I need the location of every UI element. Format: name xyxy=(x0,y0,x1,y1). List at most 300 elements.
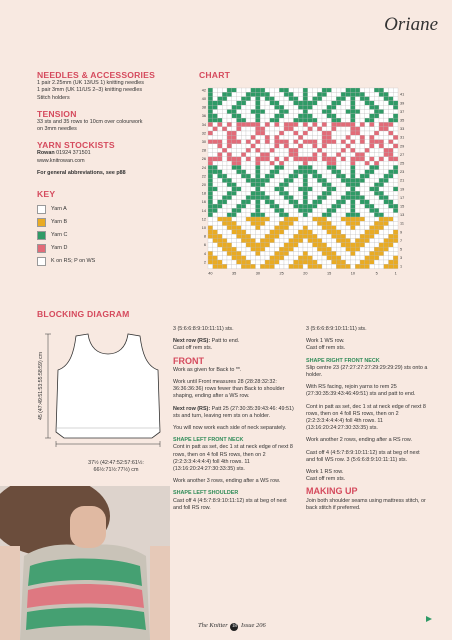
chart-cell xyxy=(284,157,289,161)
chart-cell xyxy=(232,157,237,161)
chart-cell xyxy=(360,161,365,165)
chart-cell xyxy=(241,118,246,122)
chart-cell xyxy=(360,135,365,139)
chart-cell xyxy=(332,157,337,161)
chart-cell xyxy=(355,221,360,225)
chart-cell xyxy=(336,157,341,161)
chart-cell xyxy=(246,221,251,225)
chart-cell xyxy=(355,243,360,247)
chart-cell xyxy=(256,122,261,126)
chart-cell xyxy=(322,230,327,234)
chart-cell xyxy=(256,213,261,217)
chart-cell xyxy=(332,239,337,243)
chart-cell xyxy=(237,105,242,109)
chart-cell xyxy=(246,200,251,204)
chart-cell xyxy=(336,105,341,109)
chart-cell xyxy=(213,148,218,152)
chart-cell xyxy=(213,204,218,208)
chart-cell xyxy=(284,131,289,135)
chart-cell xyxy=(374,144,379,148)
chart-cell xyxy=(213,118,218,122)
chart-cell xyxy=(256,251,261,255)
chart-cell xyxy=(351,140,356,144)
chart-cell xyxy=(355,127,360,131)
chart-cell xyxy=(251,157,256,161)
chart-cell xyxy=(313,105,318,109)
chart-cell xyxy=(322,251,327,255)
chart-cell xyxy=(270,264,275,268)
chart-cell xyxy=(284,161,289,165)
chart-cell xyxy=(313,264,318,268)
chart-cell xyxy=(308,157,313,161)
chart-cell xyxy=(346,170,351,174)
chart-cell xyxy=(251,148,256,152)
chart-cell xyxy=(227,114,232,118)
chart-cell xyxy=(275,183,280,187)
chart-cell xyxy=(374,157,379,161)
chart-cell xyxy=(294,135,299,139)
chart-cell xyxy=(275,208,280,212)
chart-cell xyxy=(294,101,299,105)
chart-cell xyxy=(346,165,351,169)
chart-cell xyxy=(222,183,227,187)
chart-cell xyxy=(265,200,270,204)
instruction: Patt 25 (27:30:35:39:43:46: 49:51) sts and turn, leaving rem sts on a holder. xyxy=(173,405,294,419)
chart-cell xyxy=(241,239,246,243)
chart-cell xyxy=(355,174,360,178)
chart-cell xyxy=(246,122,251,126)
chart-cell xyxy=(313,234,318,238)
chart-cell xyxy=(289,243,294,247)
chart-cell xyxy=(327,230,332,234)
chart-cell xyxy=(246,239,251,243)
chart-cell xyxy=(346,148,351,152)
chart-cell xyxy=(332,110,337,114)
blocking-heading: BLOCKING DIAGRAM xyxy=(37,309,130,319)
chart-cell xyxy=(336,251,341,255)
chart-cell xyxy=(341,256,346,260)
chart-cell xyxy=(393,122,398,126)
chart-cell xyxy=(327,196,332,200)
chart-cell xyxy=(303,251,308,255)
chart-cell xyxy=(303,256,308,260)
chart-cell xyxy=(246,131,251,135)
key-list xyxy=(37,203,197,268)
chart-cell xyxy=(246,153,251,157)
row-label: 31 xyxy=(400,135,405,140)
chart-cell xyxy=(227,247,232,251)
chart-cell xyxy=(393,213,398,217)
chart-cell xyxy=(379,97,384,101)
chart-cell xyxy=(289,226,294,230)
chart-cell xyxy=(237,221,242,225)
making-up-heading: MAKING UP xyxy=(306,486,358,497)
chart-cell xyxy=(379,208,384,212)
chart-cell xyxy=(379,122,384,126)
chart-cell xyxy=(332,135,337,139)
chart-cell xyxy=(251,196,256,200)
instruction: Patt to end. xyxy=(210,338,240,345)
chart-cell xyxy=(241,131,246,135)
chart-cell xyxy=(222,191,227,195)
chart-cell xyxy=(384,88,389,92)
chart-cell xyxy=(294,264,299,268)
chart-cell xyxy=(393,101,398,105)
chart-cell xyxy=(308,110,313,114)
chart-cell xyxy=(284,264,289,268)
chart-cell xyxy=(393,174,398,178)
chart-cell xyxy=(213,260,218,264)
chart-cell xyxy=(313,101,318,105)
chart-cell xyxy=(389,208,394,212)
chart-cell xyxy=(246,140,251,144)
chart-cell xyxy=(284,256,289,260)
chart-cell xyxy=(374,213,379,217)
chart-cell xyxy=(284,127,289,131)
chart-cell xyxy=(208,196,213,200)
chart-cell xyxy=(393,234,398,238)
chart-cell xyxy=(218,88,223,92)
chart-cell xyxy=(275,114,280,118)
chart-cell xyxy=(222,92,227,96)
chart-cell xyxy=(208,183,213,187)
chart-cell xyxy=(332,165,337,169)
chart-cell xyxy=(284,170,289,174)
chart-cell xyxy=(222,88,227,92)
chart-cell xyxy=(270,243,275,247)
chart-cell xyxy=(213,196,218,200)
chart-cell xyxy=(322,174,327,178)
chart-cell xyxy=(256,264,261,268)
chart-cell xyxy=(322,153,327,157)
chart-cell xyxy=(208,260,213,264)
chart-cell xyxy=(332,191,337,195)
chart-cell xyxy=(341,165,346,169)
chart-cell xyxy=(346,204,351,208)
chart-cell xyxy=(341,187,346,191)
chart-cell xyxy=(251,135,256,139)
instruction: Work another 2 rows, ending after a RS row. xyxy=(306,437,412,444)
chart-cell xyxy=(208,118,213,122)
chart-cell xyxy=(232,260,237,264)
chart-cell xyxy=(370,114,375,118)
chart-cell xyxy=(313,144,318,148)
chart-cell xyxy=(370,187,375,191)
chart-cell xyxy=(270,256,275,260)
chart-cell xyxy=(284,183,289,187)
chart-cell xyxy=(241,161,246,165)
chart-cell xyxy=(232,230,237,234)
row-label: 36 xyxy=(201,114,206,119)
chart-cell xyxy=(256,114,261,118)
chart-cell xyxy=(241,174,246,178)
chart-cell xyxy=(265,135,270,139)
chart-cell xyxy=(275,118,280,122)
chart-cell xyxy=(275,213,280,217)
chart-cell xyxy=(270,260,275,264)
chart-cell xyxy=(232,170,237,174)
chart-cell xyxy=(308,226,313,230)
chart-cell xyxy=(327,217,332,221)
chart-cell xyxy=(298,170,303,174)
chart-cell xyxy=(294,221,299,225)
chart-cell xyxy=(389,148,394,152)
chart-cell xyxy=(251,230,256,234)
chart-cell xyxy=(374,88,379,92)
chart-cell xyxy=(336,165,341,169)
chart-cell xyxy=(341,243,346,247)
chart-cell xyxy=(232,256,237,260)
chart-cell xyxy=(284,110,289,114)
chart-cell xyxy=(222,174,227,178)
chart-cell xyxy=(389,105,394,109)
chart-cell xyxy=(389,118,394,122)
chart-heading: CHART xyxy=(199,70,231,80)
stockist-web[interactable]: www.knitrowan.com xyxy=(37,157,85,164)
chart-cell xyxy=(237,127,242,131)
chart-cell xyxy=(227,221,232,225)
chart-cell xyxy=(275,243,280,247)
chart-cell xyxy=(336,226,341,230)
chart-cell xyxy=(218,247,223,251)
chart-cell xyxy=(308,131,313,135)
chart-cell xyxy=(379,157,384,161)
chart-cell xyxy=(265,191,270,195)
row-label: 35 xyxy=(400,118,405,123)
chart-cell xyxy=(260,247,265,251)
subheading: SHAPE RIGHT FRONT NECK xyxy=(306,357,380,364)
chart-cell xyxy=(298,97,303,101)
chart-cell xyxy=(222,97,227,101)
chart-cell xyxy=(370,200,375,204)
row-label: 32 xyxy=(201,131,206,136)
chart-cell xyxy=(232,196,237,200)
chart-cell xyxy=(246,148,251,152)
chart-cell xyxy=(241,213,246,217)
chart-cell xyxy=(384,260,389,264)
front-heading: FRONT xyxy=(173,355,204,366)
chart-cell xyxy=(265,187,270,191)
chart-cell xyxy=(384,144,389,148)
stockist-phone: 01924 371501 xyxy=(54,150,91,157)
chart-cell xyxy=(365,144,370,148)
chart-cell xyxy=(213,140,218,144)
chart-cell xyxy=(322,140,327,144)
chart-cell xyxy=(384,217,389,221)
chart-cell xyxy=(213,187,218,191)
chart-cell xyxy=(218,221,223,225)
chart-cell xyxy=(370,217,375,221)
chart-cell xyxy=(327,187,332,191)
chart-cell xyxy=(365,157,370,161)
chart-cell xyxy=(218,230,223,234)
chart-cell xyxy=(317,170,322,174)
chart-cell xyxy=(222,140,227,144)
chart-cell xyxy=(360,110,365,114)
chart-cell xyxy=(360,234,365,238)
chart-cell xyxy=(332,200,337,204)
chart-cell xyxy=(256,247,261,251)
chart-cell xyxy=(241,178,246,182)
chart-cell xyxy=(270,114,275,118)
chart-cell xyxy=(327,170,332,174)
chart-cell xyxy=(322,97,327,101)
chart-cell xyxy=(222,256,227,260)
chart-cell xyxy=(389,230,394,234)
chart-cell xyxy=(270,234,275,238)
chart-cell xyxy=(336,174,341,178)
chart-cell xyxy=(289,208,294,212)
chart-cell xyxy=(346,135,351,139)
chart-cell xyxy=(303,213,308,217)
chart-cell xyxy=(256,127,261,131)
chart-cell xyxy=(365,183,370,187)
chart-cell xyxy=(313,110,318,114)
chart-cell xyxy=(322,217,327,221)
chart-cell xyxy=(275,191,280,195)
chart-cell xyxy=(379,105,384,109)
chart-cell xyxy=(208,247,213,251)
chart-cell xyxy=(393,256,398,260)
chart-cell xyxy=(251,234,256,238)
chart-cell xyxy=(246,234,251,238)
chart-cell xyxy=(275,264,280,268)
chart-cell xyxy=(365,135,370,139)
chart-cell xyxy=(327,256,332,260)
chart-cell xyxy=(370,174,375,178)
chart-cell xyxy=(379,140,384,144)
chart-cell xyxy=(322,264,327,268)
chart-cell xyxy=(346,127,351,131)
chart-cell xyxy=(365,221,370,225)
chart-cell xyxy=(313,118,318,122)
chart-cell xyxy=(308,221,313,225)
chart-cell xyxy=(218,148,223,152)
instruction: 3 (5:6:6:8:9:10:11:11) sts. xyxy=(173,326,234,332)
chart-cell xyxy=(270,217,275,221)
instruction-label: Next row (RS): xyxy=(173,405,211,412)
chart-cell xyxy=(251,122,256,126)
chart-cell xyxy=(317,264,322,268)
chart-cell xyxy=(284,230,289,234)
chart-cell xyxy=(251,256,256,260)
chart-cell xyxy=(270,144,275,148)
chart-cell xyxy=(298,208,303,212)
chart-cell xyxy=(317,122,322,126)
chart-cell xyxy=(256,260,261,264)
chart-cell xyxy=(279,264,284,268)
chart-cell xyxy=(370,105,375,109)
chart-cell xyxy=(265,127,270,131)
chart-cell xyxy=(279,97,284,101)
chart-cell xyxy=(270,110,275,114)
chart-cell xyxy=(332,260,337,264)
chart-cell xyxy=(222,234,227,238)
chart-cell xyxy=(351,196,356,200)
chart-cell xyxy=(256,135,261,139)
chart-cell xyxy=(298,140,303,144)
chart-cell xyxy=(313,178,318,182)
chart-cell xyxy=(260,127,265,131)
chart-cell xyxy=(294,256,299,260)
key-swatch xyxy=(37,257,46,266)
chart-cell xyxy=(298,110,303,114)
chart-cell xyxy=(298,239,303,243)
chart-cell xyxy=(298,247,303,251)
chart-cell xyxy=(260,157,265,161)
chart-cell xyxy=(222,157,227,161)
row-label: 10 xyxy=(201,226,206,231)
chart-cell xyxy=(389,144,394,148)
chart-cell xyxy=(370,127,375,131)
chart-cell xyxy=(393,157,398,161)
chart-cell xyxy=(237,183,242,187)
chart-cell xyxy=(213,264,218,268)
chart-cell xyxy=(298,135,303,139)
chart-cell xyxy=(232,118,237,122)
chart-cell xyxy=(279,131,284,135)
chart-cell xyxy=(365,226,370,230)
chart-cell xyxy=(218,196,223,200)
chart-cell xyxy=(370,157,375,161)
chart-cell xyxy=(256,97,261,101)
chart-cell xyxy=(308,187,313,191)
chart-cell xyxy=(351,226,356,230)
chart-cell xyxy=(393,204,398,208)
chart-cell xyxy=(365,140,370,144)
chart-cell xyxy=(265,161,270,165)
chart-cell xyxy=(294,174,299,178)
row-label: 22 xyxy=(201,174,206,179)
chart-cell xyxy=(393,251,398,255)
chart-cell xyxy=(365,264,370,268)
chart-cell xyxy=(270,200,275,204)
chart-cell xyxy=(256,165,261,169)
chart-cell xyxy=(246,127,251,131)
chart-cell xyxy=(389,256,394,260)
chart-cell xyxy=(275,187,280,191)
chart-cell xyxy=(298,217,303,221)
chart-cell xyxy=(208,204,213,208)
width-label-line: 66½:71½:77½) cm xyxy=(93,467,139,474)
chart-cell xyxy=(341,97,346,101)
chart-cell xyxy=(360,256,365,260)
chart-cell xyxy=(313,131,318,135)
chart-cell xyxy=(270,101,275,105)
chart-cell xyxy=(313,251,318,255)
chart-cell xyxy=(237,148,242,152)
chart-cell xyxy=(355,191,360,195)
chart-cell xyxy=(275,170,280,174)
chart-cell xyxy=(365,247,370,251)
chart-cell xyxy=(294,217,299,221)
chart-cell xyxy=(265,196,270,200)
chart-cell xyxy=(303,260,308,264)
chart-cell xyxy=(227,157,232,161)
chart-cell xyxy=(298,264,303,268)
chart-cell xyxy=(227,243,232,247)
chart-cell xyxy=(213,153,218,157)
chart-cell xyxy=(303,247,308,251)
chart-cell xyxy=(222,247,227,251)
chart-cell xyxy=(270,174,275,178)
chart-cell xyxy=(389,174,394,178)
chart-cell xyxy=(379,153,384,157)
chart-cell xyxy=(270,118,275,122)
chart-cell xyxy=(374,204,379,208)
chart-cell xyxy=(232,131,237,135)
chart-cell xyxy=(275,131,280,135)
